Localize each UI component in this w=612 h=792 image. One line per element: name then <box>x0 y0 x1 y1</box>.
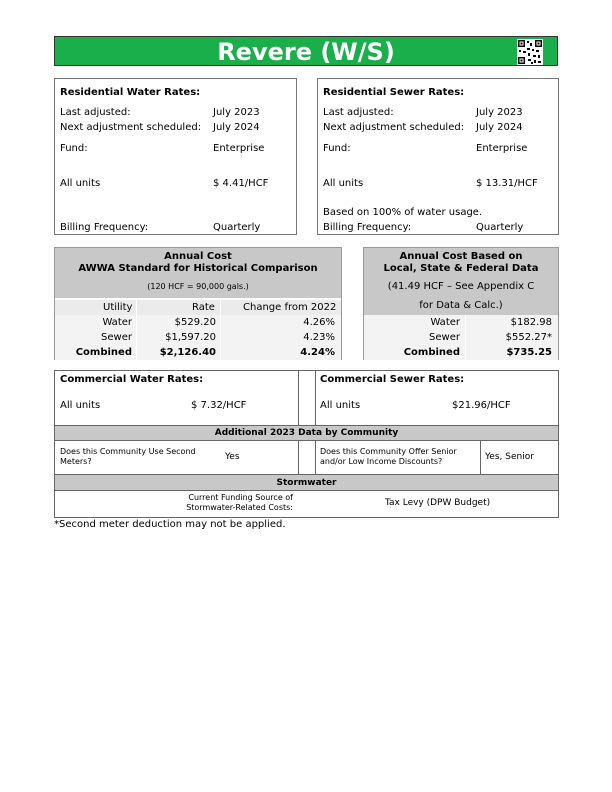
divider <box>315 441 316 474</box>
next-adjustment-value: July 2024 <box>213 122 260 133</box>
all-units-label: All units <box>323 178 364 189</box>
divider <box>298 441 299 474</box>
next-adjustment-label: Next adjustment scheduled: <box>60 122 202 133</box>
stormwater-question-line2: Stormwater-Related Costs: <box>186 503 293 512</box>
column-divider <box>465 315 466 360</box>
commercial-water-units-label: All units <box>60 400 101 411</box>
footnote: *Second meter deduction may not be applied. <box>54 519 286 530</box>
next-adjustment-label: Next adjustment scheduled: <box>323 122 465 133</box>
table-row <box>55 345 341 360</box>
table-row <box>364 315 558 330</box>
row-change: 4.24% <box>300 347 335 358</box>
awwa-title-line2: AWWA Standard for Historical Comparison <box>78 263 318 274</box>
billing-frequency-label: Billing Frequency: <box>323 222 412 233</box>
page-title: Revere (W/S) <box>217 38 395 66</box>
stormwater-answer: Tax Levy (DPW Budget) <box>385 498 491 508</box>
fund-value: Enterprise <box>476 143 528 154</box>
column-divider <box>136 300 137 360</box>
page-header <box>54 36 558 66</box>
local-header <box>364 248 558 315</box>
row-change: 4.23% <box>303 332 335 343</box>
qr-code-icon <box>517 39 543 65</box>
residential-water-box <box>54 78 297 235</box>
row-utility: Combined <box>75 347 132 358</box>
additional-data-heading: Additional 2023 Data by Community <box>214 428 399 438</box>
last-adjusted-value: July 2023 <box>213 107 260 118</box>
fund-label: Fund: <box>60 143 88 154</box>
local-subtitle-line2: for Data & Calc.) <box>419 300 503 311</box>
col-rate: Rate <box>192 302 215 313</box>
next-adjustment-value: July 2024 <box>476 122 523 133</box>
row-rate: $552.27* <box>505 332 552 343</box>
billing-frequency-label: Billing Frequency: <box>60 222 149 233</box>
all-units-label: All units <box>60 178 101 189</box>
fund-value: Enterprise <box>213 143 265 154</box>
commercial-sewer-units-rate: $21.96/HCF <box>452 400 511 411</box>
local-annual-cost-table <box>363 247 559 360</box>
residential-sewer-heading: Residential Sewer Rates: <box>323 87 465 98</box>
last-adjusted-label: Last adjusted: <box>323 107 394 118</box>
second-meters-question-line2: Meters? <box>60 457 92 466</box>
awwa-title-line1: Annual Cost <box>164 251 232 262</box>
commercial-sewer-heading: Commercial Sewer Rates: <box>320 374 465 385</box>
billing-frequency-value: Quarterly <box>476 222 524 233</box>
last-adjusted-label: Last adjusted: <box>60 107 131 118</box>
row-rate: $182.98 <box>510 317 552 328</box>
row-change: 4.26% <box>303 317 335 328</box>
second-meters-question-line1: Does this Community Use Second <box>60 447 196 456</box>
col-utility: Utility <box>103 302 133 313</box>
row-rate: $2,126.40 <box>159 347 216 358</box>
discounts-answer: Yes, Senior <box>485 452 534 462</box>
awwa-subtitle: (120 HCF = 90,000 gals.) <box>147 282 249 291</box>
column-divider <box>220 300 221 360</box>
all-units-rate: $ 4.41/HCF <box>213 178 269 189</box>
row-rate: $529.20 <box>174 317 216 328</box>
row-utility: Water <box>102 317 132 328</box>
awwa-header <box>55 248 341 298</box>
divider <box>298 371 299 425</box>
awwa-column-header-row <box>55 300 341 315</box>
divider <box>480 441 481 474</box>
local-title-line2: Local, State & Federal Data <box>383 263 539 274</box>
local-subtitle-line1: (41.49 HCF – See Appendix C <box>387 281 535 292</box>
table-row <box>55 315 341 330</box>
table-row <box>364 330 558 345</box>
residential-sewer-box <box>317 78 559 235</box>
commercial-water-units-rate: $ 7.32/HCF <box>191 400 247 411</box>
table-row <box>55 330 341 345</box>
row-rate: $1,597.20 <box>165 332 216 343</box>
row-rate: $735.25 <box>506 347 552 358</box>
stormwater-question-line1: Current Funding Source of <box>188 493 293 502</box>
fund-label: Fund: <box>323 143 351 154</box>
commercial-sewer-units-label: All units <box>320 400 361 411</box>
discounts-question-line1: Does this Community Offer Senior <box>320 447 457 456</box>
residential-water-heading: Residential Water Rates: <box>60 87 201 98</box>
row-utility: Sewer <box>101 332 132 343</box>
all-units-rate: $ 13.31/HCF <box>476 178 538 189</box>
row-utility: Combined <box>403 347 460 358</box>
last-adjusted-value: July 2023 <box>476 107 523 118</box>
additional-data-header <box>55 425 558 441</box>
row-utility: Sewer <box>429 332 460 343</box>
billing-frequency-value: Quarterly <box>213 222 261 233</box>
table-row <box>364 345 558 360</box>
awwa-annual-cost-table <box>54 247 342 360</box>
col-change: Change from 2022 <box>243 302 337 313</box>
commercial-and-additional-block <box>54 370 559 518</box>
stormwater-header <box>55 474 558 491</box>
second-meters-answer: Yes <box>225 452 240 462</box>
row-utility: Water <box>430 317 460 328</box>
stormwater-heading: Stormwater <box>276 478 337 488</box>
divider <box>315 371 316 425</box>
discounts-question-line2: and/or Low Income Discounts? <box>320 457 443 466</box>
local-title-line1: Annual Cost Based on <box>399 251 523 262</box>
sewer-basis-note: Based on 100% of water usage. <box>323 207 483 218</box>
commercial-water-heading: Commercial Water Rates: <box>60 374 204 385</box>
